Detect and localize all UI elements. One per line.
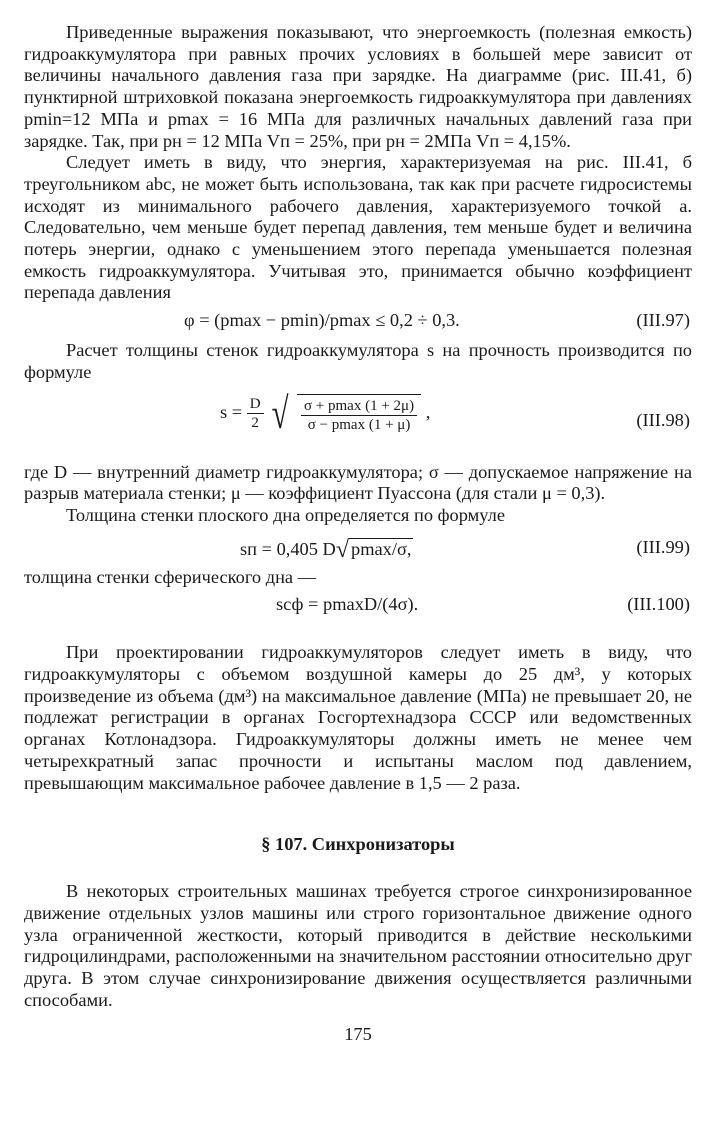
formula-iii-99-lhs: sп = 0,405 D bbox=[240, 538, 336, 559]
formula-iii-98-denominator: σ − pmax (1 + μ) bbox=[307, 416, 411, 433]
formula-iii-99-number: (III.99) bbox=[636, 536, 690, 557]
formula-iii-99-radicand: pmax/σ, bbox=[351, 538, 412, 559]
formula-iii-98-number: (III.98) bbox=[636, 409, 690, 430]
formula-iii-98 bbox=[24, 384, 692, 462]
formula-iii-98-numerator: σ + pmax (1 + 2μ) bbox=[301, 397, 417, 416]
paragraph-wall-thickness: Расчет толщины стенок гидроаккумулятора s на прочность производится по формуле bbox=[24, 340, 692, 382]
radical-sign: √ bbox=[271, 388, 289, 438]
page-number: 175 bbox=[344, 1023, 372, 1044]
section-heading: § 107. Синхронизаторы bbox=[261, 834, 455, 855]
formula-iii-98-lhs: s = bbox=[220, 401, 243, 422]
paragraph-design-requirements: При проектировании гидроаккумуляторов следует иметь в виду, что гидроаккумуляторы с объемом воздушной камеры до 25 дм³, у которых произведение из объема (дм³) на максимальное давление (МПа) не превышает 20, не подлежат регистрации в органах Госгортехнадзора СССР или ведомственных органах Котлонадзора. Гидроаккумуляторы должны иметь не менее чем четырехкратный запас прочности и испытаны маслом под давлением, превышающим максимальное рабочее давление в 1,5 — 2 раза. bbox=[24, 642, 692, 793]
formula-iii-100-expression: sсф = pmaxD/(4σ). bbox=[276, 594, 419, 615]
paragraph-variable-definitions: где D — внутренний диаметр гидроаккумулятора; σ — допускаемое напряжение на разрыв материала стенки; μ — коэффициент Пуассона (для стали μ = 0,3). bbox=[24, 461, 692, 504]
radical-sign: √ bbox=[335, 536, 349, 563]
paragraph-synchronizers: В некоторых строительных машинах требуется строгое синхронизированное движение отдельных узлов машины или строго горизонтальное движение одного узла ограниченной жесткости, который приводится в действие несколькими гидроцилиндрами, расположенными на значительном расстоянии относительно друг друга. В этом случае синхронизирование движения осуществляется различными способами. bbox=[24, 881, 692, 1010]
formula-iii-98-expression bbox=[220, 388, 431, 438]
formula-iii-100 bbox=[24, 588, 692, 628]
paragraph-spherical-bottom: толщина стенки сферического дна — bbox=[24, 566, 317, 587]
formula-iii-97-number: (III.97) bbox=[636, 310, 690, 331]
paragraph-energy-capacity: Приведенные выражения показывают, что энергоемкость (полезная емкость) гидроаккумулятора при равных прочих условиях в большей мере зависит от величины начального давления газа при зарядке. На диаграмме (рис. III.41, б) пунктирной штриховкой показана энергоемкость гидроаккумулятора при давлениях pmin=12 МПа и pmax = 16 МПа для различных начальных давлений газа при зарядке. Так, при pн = 12 МПа Vп = 25%, при pн = 2МПа Vп = 4,15%. bbox=[24, 22, 692, 151]
formula-iii-98-coef-denominator: 2 bbox=[251, 415, 259, 432]
formula-iii-99-expression bbox=[240, 537, 413, 564]
formula-iii-97 bbox=[24, 304, 692, 340]
paragraph-energy-loss: Следует иметь в виду, что энергия, характеризуемая на рис. III.41, б треугольником abc, не может быть использована, так как при расчете гидросистемы исходят из минимального рабочего давления, характеризуемого точкой a. Следовательно, чем меньше будет перепад давления, тем меньше будет и величина потерь энергии, однако с уменьшением этого перепада уменьшается полезная емкость гидроаккумулятора. Учитывая это, принимается обычно коэффициент перепада давления bbox=[24, 152, 692, 303]
formula-iii-98-tail: , bbox=[425, 401, 431, 422]
formula-iii-98-fraction bbox=[301, 397, 417, 434]
formula-iii-98-coefficient bbox=[247, 395, 264, 432]
formula-iii-97-expression: φ = (pmax − pmin)/pmax ≤ 0,2 ÷ 0,3. bbox=[184, 310, 460, 331]
document-page bbox=[24, 22, 692, 1045]
formula-iii-98-coef-numerator: D bbox=[247, 395, 264, 414]
formula-iii-98-radicand bbox=[297, 394, 421, 434]
formula-iii-100-number: (III.100) bbox=[627, 594, 690, 615]
paragraph-flat-bottom: Толщина стенки плоского дна определяется по формуле bbox=[66, 504, 506, 525]
formula-iii-99 bbox=[24, 527, 692, 567]
